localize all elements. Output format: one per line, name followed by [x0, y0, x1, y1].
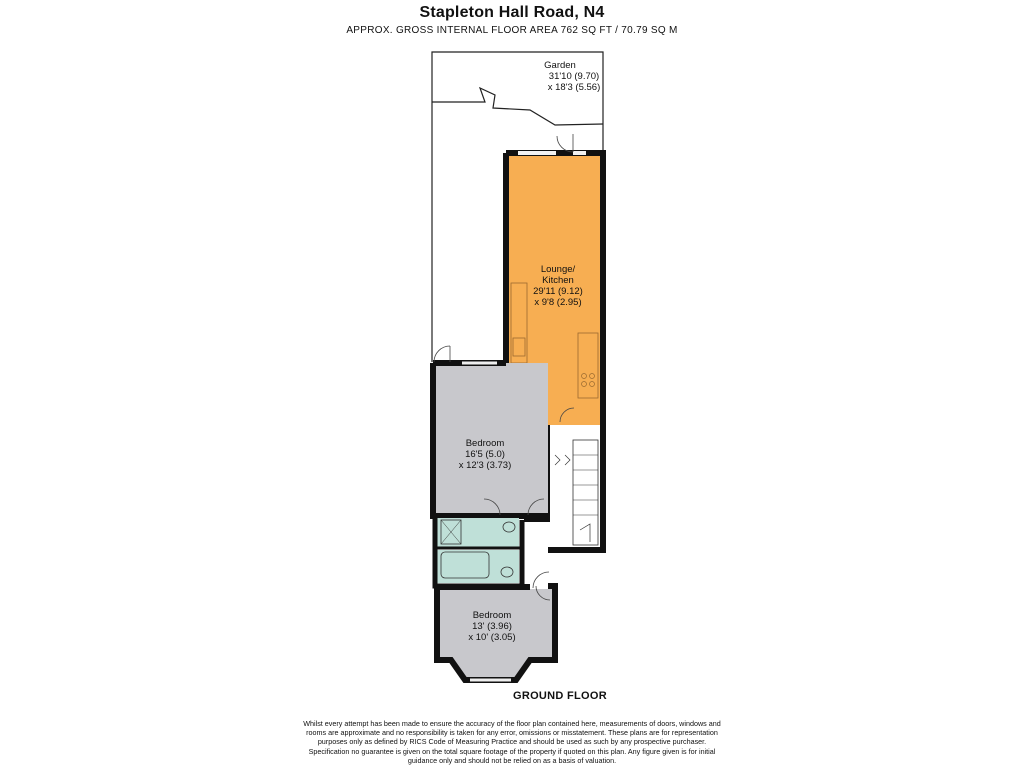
- disclaimer-line: Whilst every attempt has been made to ensure the accuracy of the floor plan contained here, measurements of doors, windows and: [303, 719, 721, 728]
- garden-dimension-1: 31'10 (9.70): [548, 71, 600, 82]
- disclaimer-line: rooms are approximate and no responsibility is taken for any error, omissions or misstatement. These plans are for representation: [306, 728, 718, 738]
- floor-area-subtitle: APPROX. GROSS INTERNAL FLOOR AREA 762 SQ FT / 70.79 SQ M: [346, 25, 678, 36]
- lounge-label-1: Lounge/: [540, 264, 576, 275]
- garden-dimension-2: x 18'3 (5.56): [547, 82, 601, 93]
- bedroom-1-dimension-2: x 12'3 (3.73): [458, 460, 512, 471]
- disclaimer-line: guidance only and should not be relied on as a basis of valuation.: [407, 755, 617, 765]
- garden-label: Garden: [544, 60, 576, 71]
- bedroom-2-dimension-2: x 10' (3.05): [468, 632, 516, 643]
- bedroom-1-dimension-1: 16'5 (5.0): [465, 449, 505, 460]
- bedroom-room-1: [433, 346, 548, 516]
- disclaimer: [282, 719, 742, 765]
- bathrooms: [435, 516, 522, 586]
- plan-title: Stapleton Hall Road, N4: [419, 4, 605, 21]
- disclaimer-line: Specification no guarantee is given on the total square footage of the property if quoted on this plan. Any figure given is for initial: [308, 746, 716, 756]
- lounge-label-2: Kitchen: [542, 275, 574, 286]
- lounge-dimension-2: x 9'8 (2.95): [534, 297, 582, 308]
- bedroom-1-label: Bedroom: [465, 438, 505, 449]
- bedroom-2-dimension-1: 13' (3.96): [472, 621, 512, 632]
- lounge-dimension-1: 29'11 (9.12): [533, 286, 583, 297]
- floor-label: GROUND FLOOR: [512, 690, 608, 702]
- disclaimer-line: purposes only as defined by RICS Code of Measuring Practice and should be used as such by any prospective purchaser.: [317, 737, 707, 747]
- bedroom-2-label: Bedroom: [472, 610, 512, 621]
